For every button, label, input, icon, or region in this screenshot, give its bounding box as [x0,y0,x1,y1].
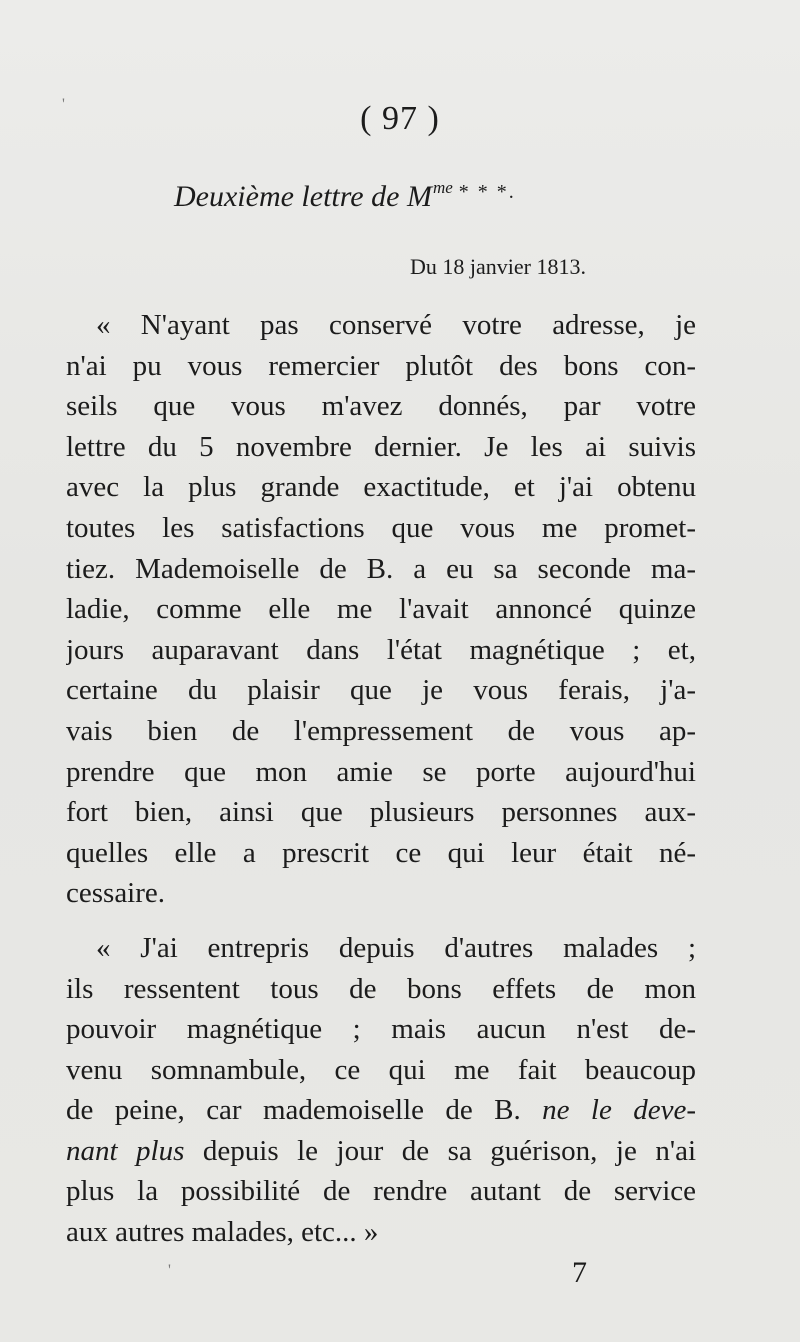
text-line: ladie, comme elle me l'avait annoncé quinze [66,593,696,626]
text-line: ils ressentent tous de bons effets de mon [66,972,696,1005]
text-segment: de peine, car mademoiselle de B. [66,1094,543,1127]
text-line: prendre que mon amie se porte aujourd'hui [66,755,696,788]
text-line: fort bien, ainsi que plusieurs personnes aux- [66,796,696,829]
text-line: tiez. Mademoiselle de B. a eu sa seconde ma- [66,552,696,585]
text-segment: depuis le jour de sa guérison, je n'ai [184,1134,696,1167]
text-line: plus la possibilité de rendre autant de service [66,1175,696,1208]
italic-segment: nant plus [66,1134,185,1167]
text-line-with-italic [66,1090,696,1131]
text-line: « J'ai entrepris depuis d'autres malades ; [96,931,696,964]
signature-mark: 7 [572,1256,587,1289]
letter-date: Du 18 janvier 1813. [410,254,586,279]
text-line-with-italic [66,1131,696,1172]
italic-segment: ne le deve- [542,1094,696,1127]
paragraph-gap [66,914,696,928]
letter-heading-title: Deuxième lettre de M [174,180,432,213]
text-line: venu somnambule, ce qui me fait beaucoup [66,1053,696,1086]
text-line: jours auparavant dans l'état magnétique ; et, [66,633,696,666]
text-line: « N'ayant pas conservé votre adresse, je [96,309,696,341]
text-line: toutes les satisfactions que vous me promet- [66,511,696,544]
text-line: cessaire. [66,877,166,910]
ink-speck: ' [168,1262,171,1279]
text-line: lettre du 5 novembre dernier. Je les ai suivis [66,430,696,463]
text-line: certaine du plaisir que je vous ferais, j'a- [66,674,696,707]
letter-heading-superscript: me [432,178,453,197]
page-number: ( 97 ) [360,100,440,137]
ink-speck: ' [62,96,65,113]
text-line: seils que vous m'avez donnés, par votre [66,390,696,423]
text-line: n'ai pu vous remercier plutôt des bons con- [66,349,696,382]
text-line: aux autres malades, etc... » [66,1216,379,1249]
text-line: pouvoir magnétique ; mais aucun n'est de- [66,1013,696,1046]
text-line: quelles elle a prescrit ce qui leur était né- [66,836,696,869]
letter-heading-stars: * * *. [458,181,516,203]
letter-heading [174,178,516,214]
text-line: avec la plus grande exactitude, et j'ai obtenu [66,471,696,504]
letter-body [66,305,696,1253]
text-line: vais bien de l'empressement de vous ap- [66,714,696,747]
